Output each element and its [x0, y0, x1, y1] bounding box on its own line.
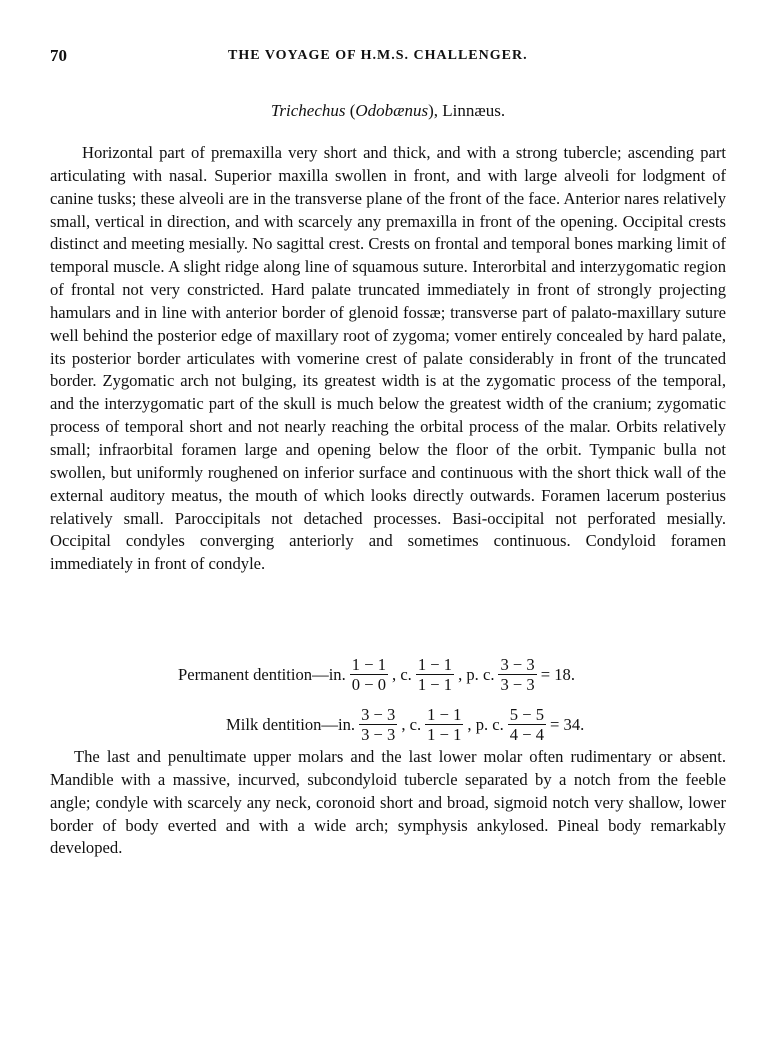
milk-incisors-fraction [359, 706, 397, 744]
description-paragraph: Horizontal part of premaxilla very short and thick, and with a strong tubercle; ascending part articulating with nasal. Superior maxilla swollen in front, and with large alveoli for lodgment of canine tusks; these alveoli are in the transverse plane of the front of the face. Anterior nares relatively small, vertical in direction, and with scarcely any premaxilla in front of the opening. Occipital crests distinct and meeting mesially. No sagittal crest. Crests on frontal and temporal bones marking limit of temporal muscle. A slight ridge along line of squamous suture. Interorbital and interzygomatic region of frontal not very constricted. Hard palate truncated immediately in front of strongly projecting hamulars and in line with anterior border of glenoid fossæ; transverse part of palato-maxillary suture well behind the posterior edge of maxillary root of zygoma; vomer entirely concealed by hard palate, its posterior border articulates with vomerine crest of palate considerably in front of the truncated border. Zygomatic arch not bulging, its greatest width is at the zygomatic process of the temporal, and the interzygomatic part of the skull is much below the greatest width of the cranium; zygomatic process of temporal short and not nearly reaching the orbital process of the malar. Orbits relatively small; infraorbital foramen large and opening below the floor of the orbit. Tympanic bulla not swollen, but uniformly roughened on inferior surface and continuous with the short thick wall of the external auditory meatus, the mouth of which looks directly outwards. Foramen lacerum posterius relatively small. Paroccipitals not detached processes. Basi-occipital not perforated mesially. Occipital condyles converging anteriorly and sometimes continuous. Condyloid foramen immediately in front of condyle. [50, 143, 726, 574]
permanent-canines-fraction [416, 656, 454, 694]
permanent-dentition-formula [178, 656, 575, 694]
open-paren: ( [345, 101, 356, 120]
permanent-dentition-label: Permanent dentition—in. [178, 664, 346, 684]
permanent-postcanines-fraction [498, 656, 536, 694]
author-name: ), Linnæus. [428, 101, 506, 120]
fraction-numerator: 3 − 3 [361, 705, 396, 724]
running-title: THE VOYAGE OF H.M.S. CHALLENGER. [228, 48, 528, 63]
fraction-denominator: 1 − 1 [417, 675, 453, 695]
milk-postcanines-fraction [508, 706, 546, 744]
tooth-total: = 34. [550, 714, 585, 734]
milk-dentition-label: Milk dentition—in. [226, 714, 356, 734]
closing-paragraph: The last and penultimate upper molars and the last lower molar often rudimentary or absent. Mandible with a massive, incurved, subcondyloid tubercle separated by a notch from the feeble angle; condyle with scarcely any neck, coronoid short and broad, sigmoid notch very shallow, lower border of body everted and with a wide arch; symphysis ankylosed. Pineal body remarkably developed. [50, 747, 726, 858]
fraction-denominator: 4 − 4 [509, 725, 545, 745]
fraction-numerator: 3 − 3 [500, 655, 535, 674]
fraction-denominator: 0 − 0 [351, 675, 387, 695]
milk-canines-fraction [425, 706, 463, 744]
fraction-denominator: 1 − 1 [427, 725, 462, 745]
permanent-incisors-fraction [350, 656, 388, 694]
fraction-numerator: 1 − 1 [427, 705, 462, 724]
fraction-denominator: 3 − 3 [361, 725, 396, 745]
postcanine-separator: , p. c. [458, 664, 495, 684]
fraction-numerator: 1 − 1 [417, 655, 453, 674]
section-title [0, 101, 776, 121]
tooth-total: = 18. [540, 664, 575, 684]
subgenus-name: Odobænus [355, 101, 429, 120]
canine-separator: , c. [392, 664, 412, 684]
postcanine-separator: , p. c. [467, 714, 504, 734]
canine-separator: , c. [401, 714, 422, 734]
genus-name: Trichechus [270, 101, 346, 120]
fraction-numerator: 1 − 1 [351, 655, 387, 674]
milk-dentition-formula [226, 706, 584, 744]
fraction-denominator: 3 − 3 [500, 675, 535, 695]
page-number: 70 [50, 46, 67, 65]
fraction-numerator: 5 − 5 [509, 705, 545, 724]
